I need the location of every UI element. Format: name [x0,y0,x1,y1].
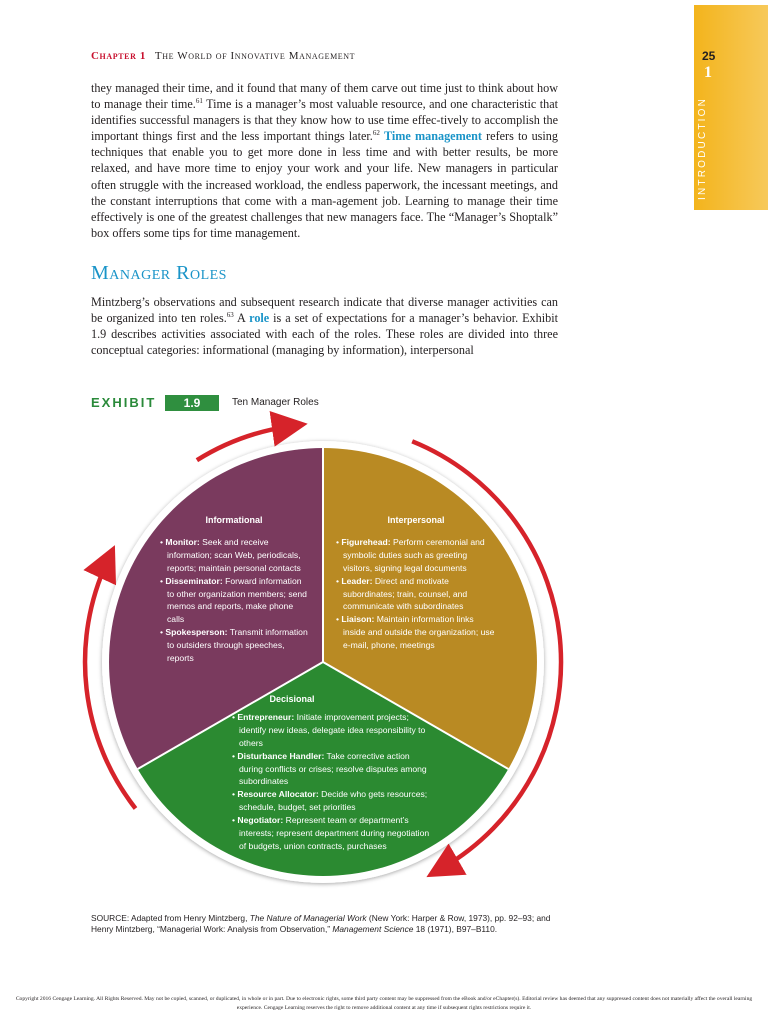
role-description: Transmit information to outsiders through speeches, reports [167,627,308,664]
role-resource-allocator: • Resource Allocator: Decide who gets resources; schedule, budget, set priorities [232,789,428,813]
role-name: Disturbance Handler: [237,750,325,761]
source-work-2: Management Science [332,924,414,934]
endnote-62: 62 [372,129,380,138]
role-name: Leader: [341,575,373,586]
role-description: Perform ceremonial and symbolic duties such as greeting visitors, signing legal documents [343,536,485,573]
role-name: Negotiator: [237,815,284,826]
intro-text-1: they managed their time, and it found that many of them carve out time just to think about how to manage their time. [91,81,558,112]
role-name: Resource Allocator: [237,789,319,800]
exhibit-title: Ten Manager Roles [232,397,319,408]
role-leader: • Leader: Direct and motivate subordinates; train, counsel, and communicate with subordinates [336,575,468,612]
role-disturbance-handler: • Disturbance Handler: Take corrective action during conflicts or crises; resolve disputes among subordinates [232,750,427,787]
page-number: 25 [702,49,716,63]
section-text-2: A [233,311,250,326]
role-negotiator: • Negotiator: Represent team or department’s interests; represent department during negotiation of budgets, union contracts, purchases [232,815,430,851]
source-note [91,913,561,935]
role-name: Entrepreneur: [237,711,295,722]
role-name: Monitor: [165,536,200,547]
role-name: Liaison: [341,614,375,625]
section-title: Manager Roles [91,262,227,284]
source-work-1: The Nature of Managerial Work [249,913,367,923]
section-text-3: is a set of expectations for a manager’s behavior. Exhibit 1.9 describes activities associated with each of the roles. These roles are divided into three conceptual categories: informational (managing by information), interpersonal [91,311,558,358]
intro-text-2: Time is a manager’s most valuable resource, and one characteristic that identifies successful managers is that they know how to use time effec-tively to accomplish the important things first and the less important things later. [91,97,559,144]
interpersonal-block [336,514,496,652]
role-description: Maintain information links inside and outside the organization; use e-mail, phone, meetings [343,614,495,651]
role-entrepreneur: • Entrepreneur: Initiate improvement projects; identify new ideas, delegate idea responsibility to others [232,711,426,748]
exhibit-number: 1.9 [165,395,219,411]
role-monitor: • Monitor: Seek and receive information; scan Web, periodicals, reports; maintain personal contacts [160,536,301,573]
source-middle: (New York: Harper & Row, 1973), pp. 92–93; and Henry Mintzberg, “Managerial Work: Analysis from Observation,” [91,913,551,934]
informational-heading: Informational [205,515,263,525]
section-text-1: Mintzberg’s observations and subsequent research indicate that diverse manager activities can be organized into ten roles. [91,295,558,326]
copyright-notice: Copyright 2016 Cengage Learning. All Rights Reserved. May not be copied, scanned, or duplicated, in whole or in part. Due to electronic rights, some third party content may be suppressed from the eBook and/or eChapter(s). Editorial review has deemed that any suppressed content does not materially affect the overall learning experience. Cengage Learning reserves the right to remove additional content at any time if subsequent rights restrictions require it. [15,996,753,1011]
endnote-63: 63 [226,311,234,320]
decisional-block [232,693,432,853]
book-title: The World of Innovative Management [154,50,356,62]
intro-text-3: refers to using techniques that enable you to get more done in less time and with better results, be more relaxed, and have more time to enjoy your work and your life. New managers in particular often struggle with the increased workload, the endless paperwork, the incessant meetings, and the constant interruptions that come with a man-agement job. Learning to manage their time effectively is one of the greatest challenges that new managers face. The “Manager’s Shoptalk” box offers some tips for time management. [91,129,558,240]
decisional-heading: Decisional [269,694,315,704]
role-spokesperson: • Spokesperson: Transmit information to outsiders through speeches, reports [160,627,308,664]
role-name: Spokesperson: [165,627,228,638]
chapter-number: 1 [704,64,712,81]
source-prefix: SOURCE: Adapted from Henry Mintzberg, [91,913,250,923]
endnote-61: 61 [195,97,203,106]
term-role: role [249,311,270,326]
role-description: Forward information to other organization members; send memos and reports, make phone calls [167,575,307,625]
interpersonal-heading: Interpersonal [387,515,445,525]
term-time-management: Time management [383,129,482,144]
role-description: Decide who gets resources; schedule, budget, set priorities [239,789,428,813]
role-name: Figurehead: [341,536,391,547]
role-description: Direct and motivate subordinates; train, counsel, and communicate with subordinates [343,575,468,612]
role-name: Disseminator: [165,575,223,586]
informational-block [160,514,308,665]
chapter-label: Chapter 1 [91,50,146,62]
part-label: INTRODUCTION [697,96,708,200]
source-suffix: 18 (1971), B97–B110. [413,924,498,934]
role-liaison: • Liaison: Maintain information links inside and outside the organization; use e-mail, phone, meetings [336,614,495,651]
exhibit-label: EXHIBIT [91,395,157,410]
role-figurehead: • Figurehead: Perform ceremonial and symbolic duties such as greeting visitors, signing legal documents [336,536,485,573]
role-description: Seek and receive information; scan Web, periodicals, reports; maintain personal contacts [167,536,301,573]
role-disseminator: • Disseminator: Forward information to other organization members; send memos and reports, make phone calls [160,575,307,625]
role-description: Represent team or department’s interests; represent department during negotiation of budgets, union contracts, purchases [239,815,430,851]
role-description: Take corrective action during conflicts or crises; resolve disputes among subordinates [239,750,427,787]
role-description: Initiate improvement projects; identify new ideas, delegate idea responsibility to others [239,711,426,748]
